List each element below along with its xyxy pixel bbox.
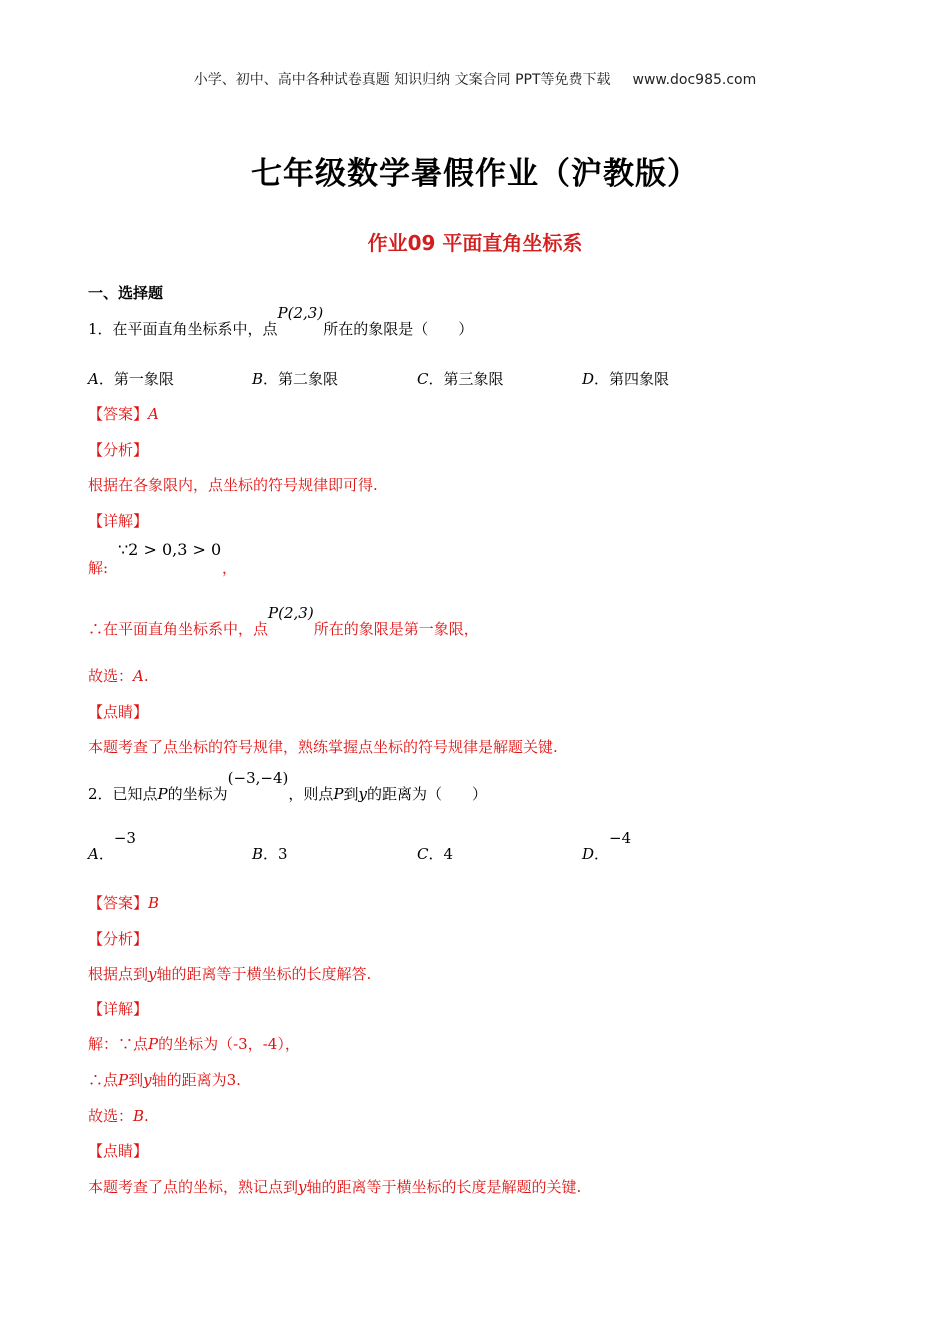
q2-detail-line1: 解：∵点P的坐标为（-3，-4）， (88, 1035, 300, 1053)
q2-detail-tag: 【详解】 (88, 1000, 149, 1018)
q2-option-c[interactable]: C．4 (417, 845, 454, 863)
q1-answer: 【答案】A (88, 405, 159, 423)
q1-detail-math: ∵2 > 0,3 > 0 (118, 540, 222, 559)
q2-choose: 故选：B. (88, 1107, 149, 1125)
q1-analysis: 根据在各象限内，点坐标的符号规律即可得. (88, 476, 378, 494)
section-heading: 一、选择题 (88, 284, 164, 302)
q1-option-b[interactable]: B．第二象限 (252, 370, 339, 388)
q2-comment-tag: 【点睛】 (88, 1142, 149, 1160)
q1-choose: 故选：A. (88, 667, 149, 685)
q1-stem (88, 304, 474, 339)
q1-detail-comma: ， (222, 559, 238, 577)
therefore-icon: ∴ (88, 620, 104, 638)
q1-comment: 本题考查了点坐标的符号规律，熟练掌握点坐标的符号规律是解题关键. (88, 738, 558, 756)
q1-point-formula: P(2,3) (277, 304, 324, 322)
q2-option-d[interactable]: D．−4 (582, 829, 632, 863)
q1-analysis-tag: 【分析】 (88, 441, 149, 459)
q2-stem: 2．已知点P的坐标为(−3,−4)，则点P到y的距离为（ ） (88, 769, 487, 803)
q2-option-b[interactable]: B．3 (252, 845, 288, 863)
q2-comment: 本题考查了点的坐标，熟记点到y轴的距离等于横坐标的长度是解题的关键. (88, 1178, 582, 1196)
header-text: 小学、初中、高中各种试卷真题 知识归纳 文案合同 PPT等免费下载 (193, 72, 611, 88)
page-subtitle: 作业09 平面直角坐标系 (367, 231, 583, 255)
page-title: 七年级数学暑假作业（沪教版） (251, 156, 699, 192)
q1-option-d[interactable]: D．第四象限 (582, 370, 670, 388)
q1-therefore: ∴在平面直角坐标系中，点P(2,3)所在的象限是第一象限， (88, 604, 479, 638)
q2-detail-line2: ∴点P到y轴的距离为3. (88, 1071, 241, 1089)
q1-stem-suffix: 所在的象限是（ ） (323, 320, 474, 338)
q1-comment-tag: 【点睛】 (88, 703, 149, 721)
q1-detail-line1: 解: (88, 559, 109, 577)
header-url[interactable]: www.doc985.com (632, 72, 757, 88)
q1-detail-tag: 【详解】 (88, 512, 149, 530)
q2-answer: 【答案】B (88, 894, 160, 912)
q2-analysis-tag: 【分析】 (88, 930, 149, 948)
q1-option-c[interactable]: C．第三象限 (417, 370, 504, 388)
q1-option-a[interactable]: A．第一象限 (88, 370, 174, 388)
page-header (0, 69, 950, 89)
q2-analysis: 根据点到y轴的距离等于横坐标的长度解答. (88, 965, 372, 983)
q1-stem-prefix: 1．在平面直角坐标系中，点 (88, 320, 278, 338)
q2-option-a[interactable]: A．−3 (88, 829, 136, 863)
